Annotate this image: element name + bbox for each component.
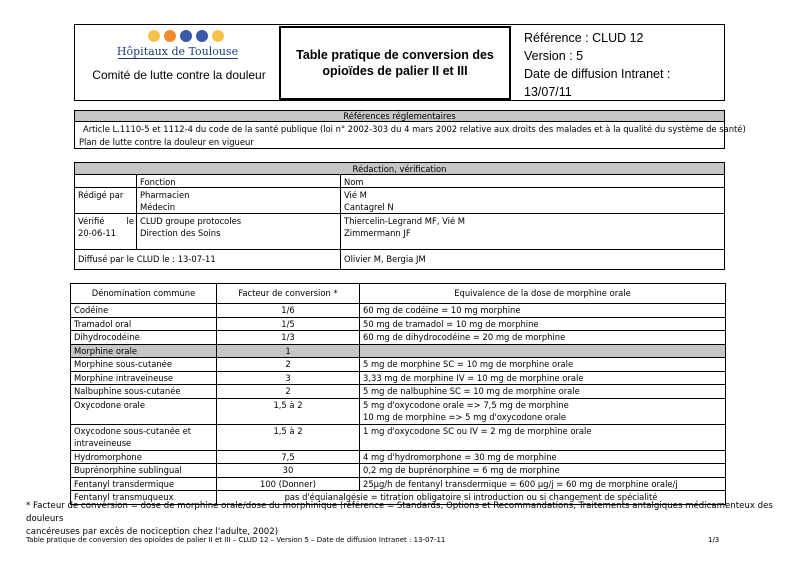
titration-note: pas d'équianalgésie = titration obligatoire si introduction ou si changement de spécialité (217, 491, 726, 505)
drug-name-line: intraveineuse (74, 438, 132, 448)
equivalence-line: 0,2 mg de buprénorphine = 6 mg de morphine (363, 465, 560, 475)
conversion-factor: 1/5 (217, 317, 360, 331)
morphine-equivalence (360, 385, 726, 399)
morphine-equivalence (360, 371, 726, 385)
table-header-row (71, 284, 726, 304)
table-row (71, 358, 726, 372)
table-row (71, 424, 726, 450)
logo-dot (164, 30, 176, 42)
morphine-equivalence (360, 477, 726, 491)
grid-line (340, 175, 341, 270)
references-line-2: Plan de lutte contre la douleur en vigueur (79, 137, 254, 147)
title-line-1: Table pratique de conversion des (296, 48, 494, 62)
morphine-equivalence (360, 424, 726, 450)
references-line-1: Article L.1110-5 et 1112-4 du code de la santé publique (loi n° 2002-303 du 4 mars 2002 relative aux droits des malades et à la qualité du système de santé) (83, 124, 746, 134)
drug-name: Fentanyl transdermique (71, 477, 217, 491)
regulatory-references (74, 110, 746, 149)
morphine-equivalence (360, 317, 726, 331)
equivalence-line: 60 mg de codéine = 10 mg morphine (363, 305, 521, 315)
morphine-equivalence (360, 331, 726, 345)
conversion-note (26, 500, 786, 539)
table-row (71, 398, 726, 424)
equivalence-line: 4 mg d'hydromorphone = 30 mg de morphine (363, 451, 557, 462)
equivalence-line: 5 mg de morphine SC = 10 mg de morphine orale (363, 359, 574, 369)
col-nom-header: Nom (344, 177, 364, 187)
hospital-logo (148, 30, 228, 44)
conversion-factor: 1,5 à 2 (217, 398, 360, 424)
references-title: Références réglementaires (75, 111, 724, 122)
table-row (71, 371, 726, 385)
grid-line (75, 213, 724, 214)
conversion-factor: 1/6 (217, 304, 360, 318)
morphine-equivalence (360, 358, 726, 372)
diffusion-date: 13/07/11 (524, 85, 572, 99)
note-line-2: cancéreuses par excès de nociception chez l'adulte, 2002) (26, 527, 279, 537)
conversion-table (70, 283, 726, 505)
col-fonction-header: Fonction (140, 177, 176, 187)
morphine-equivalence (360, 344, 726, 358)
diffuse-label: Diffusé par le CLUD le : 13-07-11 (78, 254, 216, 264)
table-row (71, 344, 726, 358)
drug-name: Nalbuphine sous-cutanée (71, 385, 217, 399)
table-row (71, 385, 726, 399)
page-number: 1/3 (708, 536, 720, 544)
conversion-factor: 3 (217, 371, 360, 385)
equivalence-line: 5 mg de nalbuphine SC = 10 mg de morphine orale (363, 386, 580, 396)
drug-name: Morphine sous-cutanée (71, 358, 217, 372)
drug-name: Codéine (71, 304, 217, 318)
conversion-factor: 100 (Donner) (217, 477, 360, 491)
logo-dot (212, 30, 224, 42)
logo-dot (180, 30, 192, 42)
drug-name: Oxycodone orale (71, 398, 217, 424)
equivalence-line: 25µg/h de fentanyl transdermique = 600 µg/j = 60 mg de morphine orale/j (363, 478, 678, 489)
header-equivalence: Equivalence de la dose de morphine orale (360, 284, 726, 304)
equivalence-line: 3,33 mg de morphine IV = 10 mg de morphine orale (363, 372, 584, 383)
redaction-title: Rédaction, vérification (75, 163, 724, 175)
redige-nom-2: Cantagrel N (344, 202, 394, 212)
diffusion-label: Date de diffusion Intranet : (524, 67, 671, 81)
redige-fonction-2: Médecin (140, 202, 176, 212)
conversion-factor: 1/3 (217, 331, 360, 345)
drug-name: Tramadol oral (71, 317, 217, 331)
morphine-equivalence (360, 450, 726, 464)
equivalence-line: 60 mg de dihydrocodéine = 20 mg de morphine (363, 332, 566, 342)
table-row (71, 317, 726, 331)
drug-name: Morphine orale (71, 344, 217, 358)
redige-fonction-1: Pharmacien (140, 190, 190, 200)
header-denomination: Dénomination commune (71, 284, 217, 304)
conversion-factor: 7,5 (217, 450, 360, 464)
verifie-fonction-1: CLUD groupe protocoles (140, 216, 242, 226)
equivalence-line: 50 mg de tramadol = 10 mg de morphine (363, 318, 539, 329)
grid-line (75, 249, 724, 250)
redaction-table (74, 162, 725, 270)
verifie-nom-2: Zimmermann JF (344, 228, 411, 238)
table-row (71, 477, 726, 491)
document-title (279, 26, 511, 100)
conversion-factor: 1,5 à 2 (217, 424, 360, 450)
table-row (71, 450, 726, 464)
drug-name: Hydromorphone (71, 450, 217, 464)
version: Version : 5 (524, 49, 584, 63)
document-reference-block (524, 29, 724, 101)
header-factor: Facteur de conversion * (217, 284, 360, 304)
morphine-equivalence (360, 304, 726, 318)
equivalence-line: 5 mg d'oxycodone orale => 7,5 mg de morphine (363, 399, 569, 410)
verifie-date: 20-06-11 (78, 228, 117, 238)
logo-dot (196, 30, 208, 42)
drug-name: Fentanyl transmuqueux (71, 491, 217, 505)
conversion-factor: 2 (217, 385, 360, 399)
note-line-1: * Facteur de conversion = dose de morphine orale/dose du morphinique (référence = Standards, Options et Recommandations, Traitements antalgiques médicamenteux des douleurs (26, 501, 773, 524)
reference: Référence : CLUD 12 (524, 31, 644, 45)
equivalence-line: 10 mg de morphine => 5 mg d'oxycodone orale (363, 412, 567, 422)
drug-name (71, 424, 217, 450)
logo-dot (148, 30, 160, 42)
drug-name: Morphine intraveineuse (71, 371, 217, 385)
morphine-equivalence (360, 398, 726, 424)
drug-name: Buprénorphine sublingual (71, 464, 217, 478)
morphine-equivalence (360, 464, 726, 478)
conversion-factor: 1 (217, 344, 360, 358)
redige-label: Rédigé par (78, 190, 124, 200)
table-row (71, 304, 726, 318)
title-line-2: opioïdes de palier II et III (322, 64, 468, 78)
verifie-label: Vérifié le (78, 216, 134, 226)
table-row (71, 331, 726, 345)
conversion-factor: 2 (217, 358, 360, 372)
logo-name: Hôpitaux de Toulouse (116, 45, 239, 58)
equivalence-line: 1 mg d'oxycodone SC ou IV = 2 mg de morphine orale (363, 425, 592, 436)
conversion-factor: 30 (217, 464, 360, 478)
verifie-nom-1: Thiercelin-Legrand MF, Vié M (344, 216, 466, 226)
page-footer: Table pratique de conversion des opioïdes de palier II et III – CLUD 12 – Version 5 – Date de diffusion Intranet : 13-07-11 (26, 536, 446, 544)
drug-name-line: Oxycodone sous-cutanée et (74, 425, 192, 436)
logo-underline (118, 58, 238, 59)
redige-nom-1: Vié M (344, 190, 367, 200)
committee-name: Comité de lutte contre la douleur (92, 68, 266, 82)
verifie-fonction-2: Direction des Soins (140, 228, 221, 238)
drug-name: Dihydrocodéine (71, 331, 217, 345)
diffuse-noms: Olivier M, Bergia JM (344, 254, 426, 264)
table-row (71, 464, 726, 478)
